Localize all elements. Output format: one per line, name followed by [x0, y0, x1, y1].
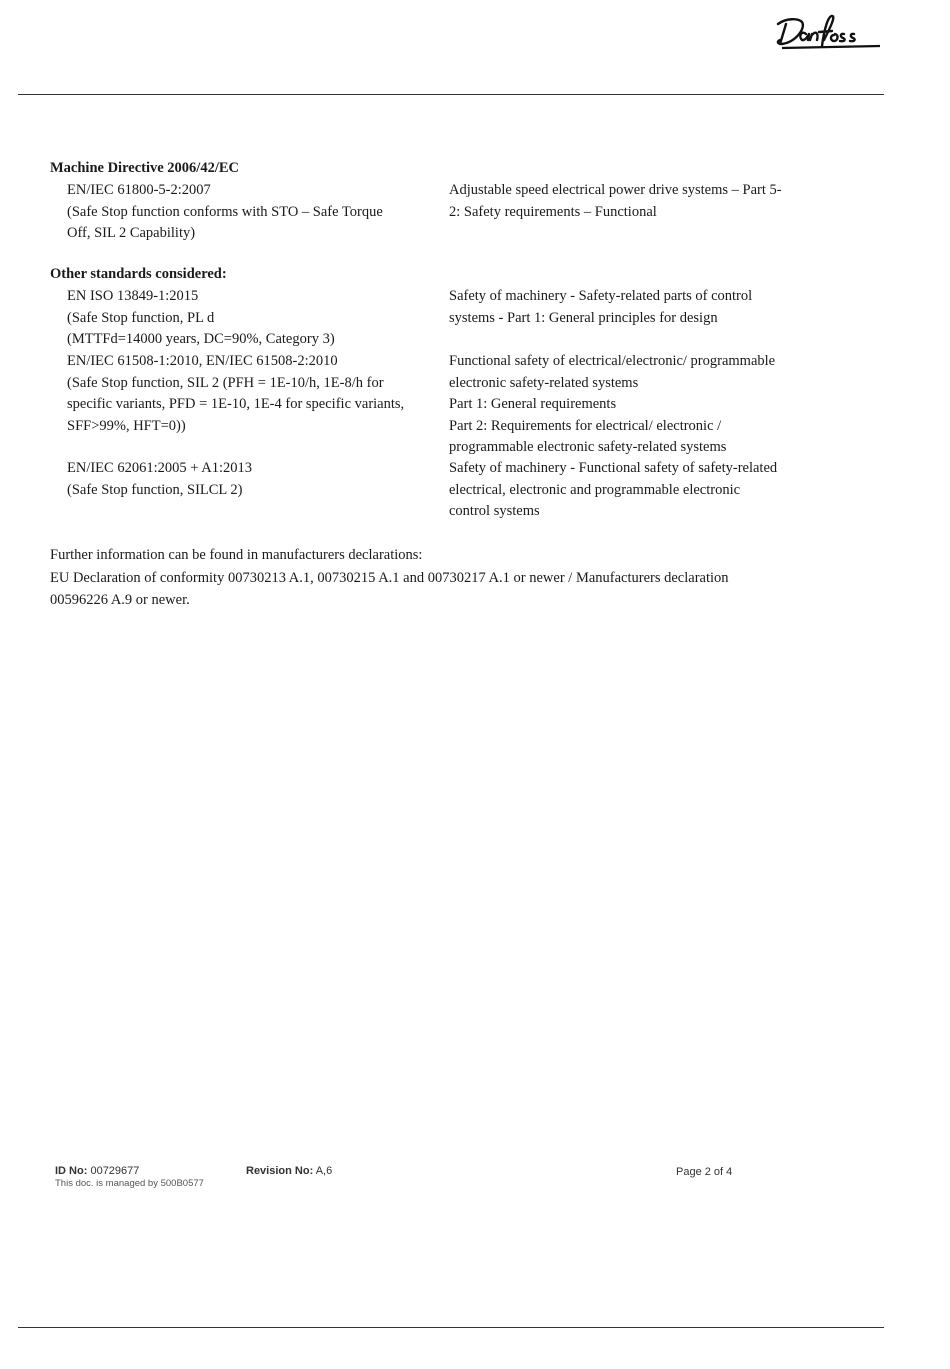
managed-by-text: This doc. is managed by 500B0577: [55, 1178, 204, 1189]
machine-directive-description: Adjustable speed electrical power drive systems – Part 5- 2: Safety requirements – Functional: [449, 182, 782, 220]
revision-value: A,6: [315, 1165, 333, 1177]
standard-iec-62061-description: Safety of machinery - Functional safety of safety-related electrical, electronic and programmable electronic control systems: [449, 460, 778, 520]
revision-label: Revision No:: [246, 1165, 314, 1177]
standard-iec-61508-description: Functional safety of electrical/electronic/ programmable electronic safety-related systems Part 1: General requirements Part 2: Requirements for electrical/ electronic / programmable electronic safety-related systems: [449, 353, 776, 456]
standard-iso-13849: EN ISO 13849-1:2015 (Safe Stop function, PL d (MTTFd=14000 years, DC=90%, Category 3): [67, 288, 335, 348]
standard-iec-61508: EN/IEC 61508-1:2010, EN/IEC 61508-2:2010 (Safe Stop function, SIL 2 (PFH = 1E-10/h, 1E-8/h for specific variants, PFD = 1E-10, 1E-4 for specific variants, SFF>99%, HFT=0)): [67, 353, 405, 434]
further-information: Further information can be found in manufacturers declarations: EU Declaration of conformity 00730213 A.1, 00730215 A.1 and 00730217 A.1 or newer / Manufacturers declaration 00596226 A.9 or newer.: [50, 547, 729, 608]
header-divider: [18, 94, 884, 95]
page-number: Page 2 of 4: [676, 1166, 733, 1178]
footer-revision: [246, 1165, 332, 1178]
footer-id-block: [55, 1165, 204, 1190]
svg-text:Danfoss: Danfoss: [772, 10, 776, 11]
machine-directive-heading: Machine Directive 2006/42/EC: [50, 160, 240, 176]
danfoss-logo: [772, 10, 884, 52]
other-standards-heading: Other standards considered:: [50, 266, 227, 282]
footer-divider: [18, 1327, 884, 1328]
standard-iec-62061: EN/IEC 62061:2005 + A1:2013 (Safe Stop function, SILCL 2): [67, 460, 252, 498]
machine-directive-standard: EN/IEC 61800-5-2:2007 (Safe Stop function conforms with STO – Safe Torque Off, SIL 2 Capability): [67, 182, 383, 242]
standard-iso-13849-description: Safety of machinery - Safety-related parts of control systems - Part 1: General principles for design: [449, 288, 753, 326]
id-value: 00729677: [90, 1165, 140, 1177]
id-label: ID No:: [55, 1165, 88, 1177]
